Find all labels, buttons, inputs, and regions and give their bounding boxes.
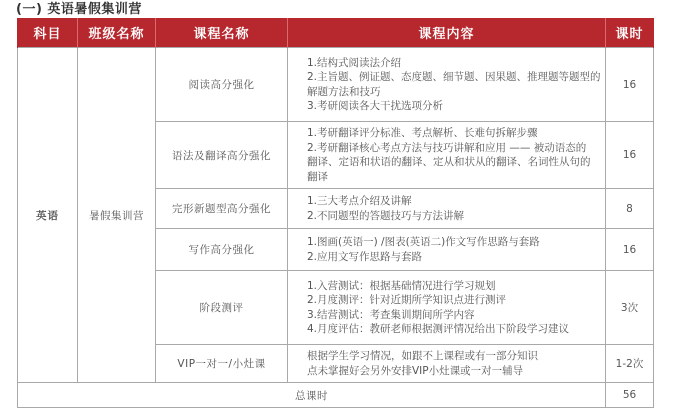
content-line: 1.入营测试：根据基础情况进行学习规划 bbox=[307, 279, 496, 292]
course-content-cell bbox=[288, 48, 606, 122]
header-subject: 科目 bbox=[18, 18, 78, 48]
course-name-cell: 完形新题型高分强化 bbox=[156, 189, 288, 229]
hours-cell: 16 bbox=[606, 229, 654, 271]
content-line: 2.月度测评：针对近期所学知识点进行测评 bbox=[307, 294, 507, 306]
course-content-cell bbox=[288, 229, 606, 271]
content-line: 3.考研阅读各大干扰选项分析 bbox=[307, 100, 444, 112]
content-line: 4.月度评估：教研老师根据测评情况给出下阶段学习建议 bbox=[307, 323, 570, 335]
content-line: 翻译 bbox=[307, 170, 328, 183]
course-schedule-table bbox=[17, 18, 654, 408]
header-class-name: 班级名称 bbox=[78, 18, 156, 48]
hours-cell: 8 bbox=[606, 189, 654, 229]
header-course-content: 课程内容 bbox=[288, 18, 606, 48]
course-name-cell: VIP一对一/小灶课 bbox=[156, 345, 288, 383]
course-content-cell bbox=[288, 345, 606, 383]
content-line: 2.主旨题、例证题、态度题、细节题、因果题、推理题等题型的 bbox=[307, 71, 601, 83]
content-line: 1.图画(英语一) /图表(英语二)作文写作思路与套路 bbox=[307, 236, 540, 248]
content-line: 2.考研翻译核心考点方法与技巧讲解和应用 —— 被动语态的 bbox=[307, 141, 587, 154]
hours-cell: 16 bbox=[606, 48, 654, 122]
hours-cell: 1-2次 bbox=[606, 345, 654, 383]
content-line: 根据学生学习情况，如跟不上课程或有一部分知识 bbox=[307, 350, 538, 362]
table-row bbox=[18, 48, 654, 122]
course-name-cell: 写作高分强化 bbox=[156, 229, 288, 271]
content-line: 点未掌握好会另外安排VIP小灶课或一对一辅导 bbox=[307, 364, 524, 377]
content-line: 解题方法和技巧 bbox=[307, 85, 381, 98]
total-hours-value: 56 bbox=[606, 383, 654, 408]
course-name-cell: 阅读高分强化 bbox=[156, 48, 288, 122]
subject-cell: 英语 bbox=[18, 48, 78, 383]
course-content-cell bbox=[288, 189, 606, 229]
content-line: 1.三大考点介绍及讲解 bbox=[307, 195, 412, 207]
course-name-cell: 语法及翻译高分强化 bbox=[156, 122, 288, 189]
content-line: 2.不同题型的答题技巧与方法讲解 bbox=[307, 209, 465, 222]
class-name-cell: 暑假集训营 bbox=[78, 48, 156, 383]
total-row bbox=[18, 383, 654, 408]
header-hours: 课时 bbox=[606, 18, 654, 48]
content-line: 2.应用文写作思路与套路 bbox=[307, 250, 423, 263]
course-content-cell bbox=[288, 271, 606, 345]
header-course-name: 课程名称 bbox=[156, 18, 288, 48]
content-line: 1.考研翻译评分标准、考点解析、长难句拆解步骤 bbox=[307, 127, 538, 139]
course-name-cell: 阶段测评 bbox=[156, 271, 288, 345]
content-line: 翻译、定语和状语的翻译、定从和状从的翻译、名词性从句的 bbox=[307, 156, 591, 168]
content-line: 1.结构式阅读法介绍 bbox=[307, 56, 402, 69]
content-line: 3.结营测试：考查集训期间所学内容 bbox=[307, 308, 475, 321]
section-title: (一) 英语暑假集训营 bbox=[16, 2, 142, 17]
total-hours-label: 总课时 bbox=[18, 383, 606, 408]
hours-cell: 3次 bbox=[606, 271, 654, 345]
hours-cell: 16 bbox=[606, 122, 654, 189]
course-content-cell bbox=[288, 122, 606, 189]
table-header-row bbox=[18, 18, 654, 48]
